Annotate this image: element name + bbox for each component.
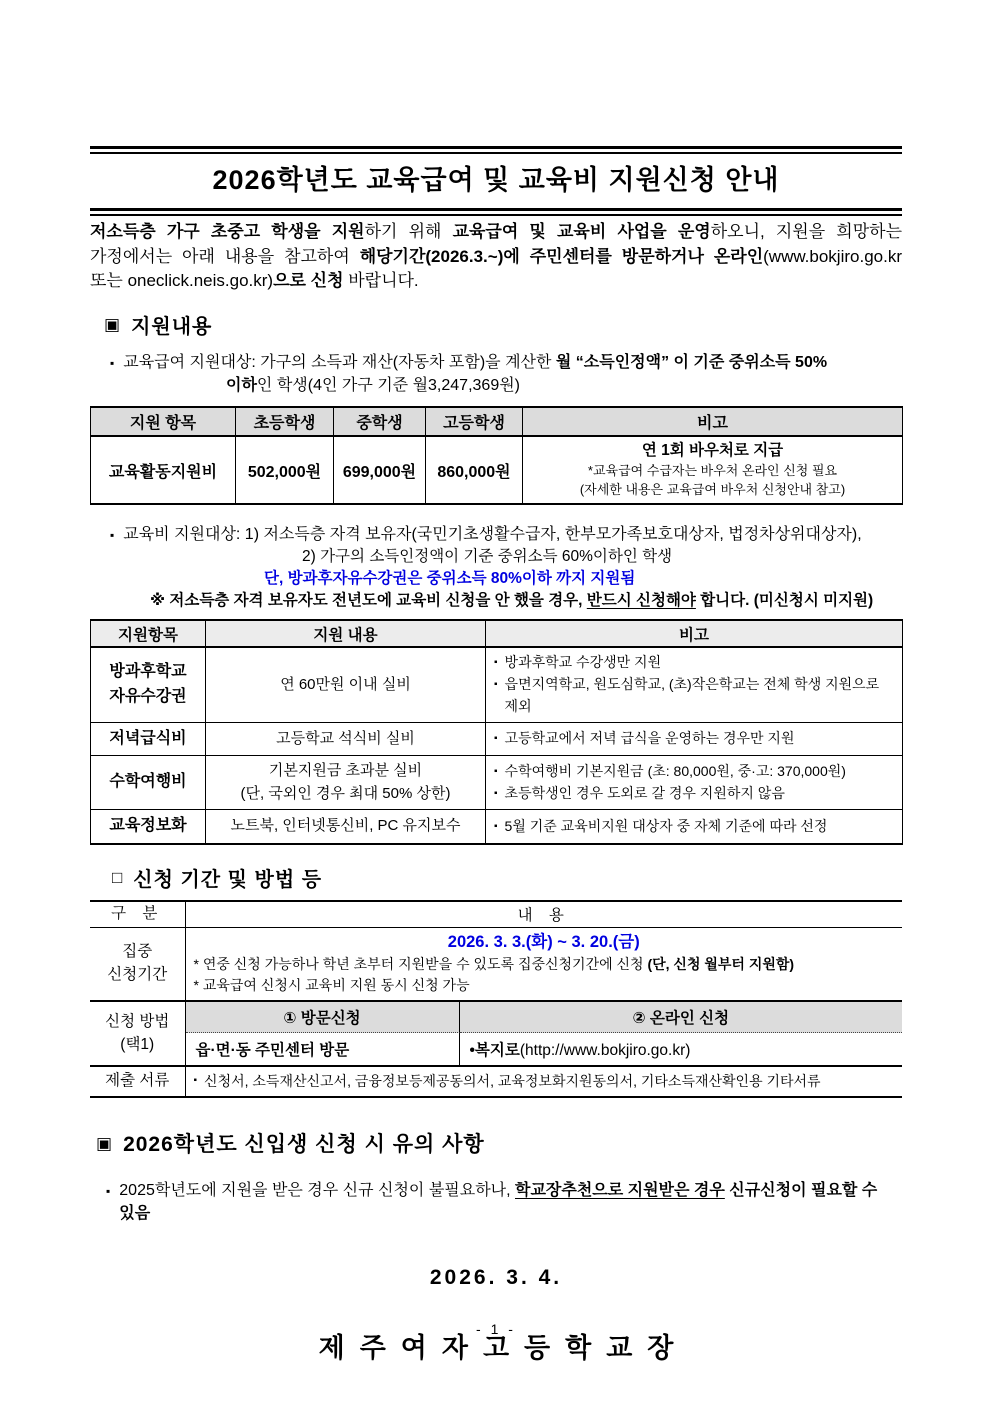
- page-title: 2026학년도 교육급여 및 교육비 지원신청 안내: [212, 165, 780, 195]
- empty-square-icon: □: [112, 868, 123, 888]
- table-row: [91, 436, 903, 503]
- bullet-line-2: [110, 375, 902, 398]
- bullet-edu-cost-target: [110, 524, 902, 613]
- note-line: [494, 761, 894, 783]
- cell-method-label: [90, 1001, 185, 1066]
- cell-item: 저녁급식비: [91, 722, 206, 756]
- table-row-documents: [90, 1066, 902, 1097]
- section-label-apply: 신청 기간 및 방법 등: [133, 869, 323, 892]
- section-label-support: 지원내용: [131, 315, 213, 338]
- col-header-elementary: 초등학생: [236, 407, 334, 436]
- note-text: 초등학생인 경우 도외로 갈 경우 지원하지 않음: [504, 784, 785, 801]
- table-row-trip: [91, 756, 903, 810]
- intro-seg-3: 교육급여 및 교육비 사업을 운영: [452, 222, 711, 241]
- section-heading-support: [104, 310, 902, 339]
- notice-seg-2-underline: 학교장추천으로 지원받은 경우: [515, 1182, 725, 1200]
- bullet-line-1: [110, 352, 902, 375]
- filled-square-icon: ▣: [104, 314, 121, 334]
- cell-item: 교육활동지원비: [91, 436, 236, 503]
- cell-item: 교육정보화: [91, 810, 206, 844]
- bullet-freshman-notice: [106, 1180, 902, 1225]
- cell-content: 연 60만원 이내 실비: [206, 647, 486, 722]
- square-bullet-icon: ▪: [494, 787, 498, 799]
- online-site-name: •복지로: [469, 1042, 520, 1060]
- banner-bottom-rule: [90, 208, 902, 211]
- note-text: 읍면지역학교, 원도심학교, (초)작은학교는 전체 학생 지원으로 제외: [504, 676, 880, 714]
- docs-text: 신청서, 소득재산신고서, 금융정보등제공동의서, 교육정보화지원동의서, 기타소득재산확인용 기타서류: [204, 1073, 821, 1090]
- table-row-afterschool: [91, 647, 903, 722]
- intro-seg-6: (www.bokjiro.go.kr 또는 oneclick.neis.go.kr): [90, 246, 902, 291]
- label-line-2: (택1): [120, 1035, 155, 1053]
- table-row-dinner: [91, 722, 903, 756]
- pnote-seg-b: (단, 신청 월부터 지원함): [647, 955, 795, 972]
- intro-paragraph: [90, 220, 902, 294]
- b2-line-4: [110, 590, 902, 612]
- note-line: [494, 674, 894, 717]
- square-bullet-icon: ▪: [106, 1184, 111, 1199]
- period-note-2: * 교육급여 신청시 교육비 지원 동시 신청 가능: [193, 977, 470, 994]
- cell-notes: [486, 647, 903, 722]
- title-banner: [90, 146, 902, 211]
- online-site-url: (http://www.bokjiro.go.kr): [519, 1042, 691, 1060]
- section-label-notice: 2026학년도 신입생 신청 시 유의 사항: [123, 1133, 485, 1157]
- page-number: - 1 -: [476, 1321, 516, 1337]
- square-bullet-icon: ▪: [110, 355, 115, 370]
- cell-item: 수학여행비: [91, 756, 206, 810]
- notice-seg-3: 신규신청이 필요할 수 있음: [119, 1182, 878, 1222]
- label-line-1: 신청 방법: [105, 1013, 170, 1031]
- cell-middle-amount: 699,000원: [334, 436, 426, 503]
- intro-seg-8: 바랍니다.: [343, 271, 419, 291]
- note-text: 5월 기준 교육비지원 대상자 중 자체 기준에 따라 선정: [504, 817, 828, 834]
- cell-content: [206, 756, 486, 810]
- col-header-category: 구 분: [90, 901, 185, 927]
- cell-method-detail: [185, 1001, 902, 1066]
- method-subtable: [186, 1002, 903, 1065]
- intro-seg-5: 해당기간(2026.3.~)에 주민센터를 방문하거나 온라인: [359, 246, 764, 266]
- note-text: 방과후학교 수강생만 지원: [504, 654, 662, 671]
- table-row-method: [90, 1001, 902, 1066]
- content-line-1: 기본지원금 초과분 실비: [268, 762, 423, 780]
- cell-period-label: [90, 927, 185, 1001]
- square-bullet-icon: ▪: [494, 657, 498, 669]
- note-line: [494, 728, 894, 750]
- section-heading-apply: [112, 863, 902, 892]
- bullet-text: [123, 352, 827, 375]
- square-bullet-icon: ▪: [110, 527, 115, 542]
- bullet-line: [106, 1180, 902, 1225]
- cell-content: 노트북, 인터넷통신비, PC 유지보수: [206, 810, 486, 844]
- bullet-edu-benefit-target: [110, 352, 902, 397]
- note-line: [494, 783, 894, 805]
- b1-seg-1: 교육급여 지원대상: 가구의 소득과 재산(자동차 포함)을 계산한: [123, 353, 556, 371]
- notice-seg-1: 2025학년도에 지원을 받은 경우 신규 신청이 불필요하나,: [119, 1182, 515, 1200]
- col-header-middle: 중학생: [334, 407, 426, 436]
- label-line-2: 신청기간: [107, 965, 168, 983]
- cell-docs-label: 제출 서류: [90, 1066, 185, 1097]
- application-period: 2026. 3. 3.(화) ~ 3. 20.(금): [447, 932, 640, 951]
- table-row-period: [90, 927, 902, 1001]
- cell-high-amount: 860,000원: [426, 436, 523, 503]
- notice-text: [119, 1180, 895, 1225]
- intro-seg-1: 저소득층 가구 초중고 학생을 지원: [90, 222, 365, 241]
- edu-cost-table: [90, 619, 903, 845]
- square-bullet-icon: ▪: [494, 679, 498, 691]
- note-text: 고등학교에서 저녁 급식을 운영하는 경우만 지원: [504, 730, 795, 747]
- b1-seg-4: 인 학생(4인 가구 기준 월3,247,369원): [256, 376, 520, 394]
- filled-square-icon: ▣: [96, 1133, 113, 1153]
- section-heading-notice: [96, 1128, 902, 1158]
- intro-seg-7: 으로 신청: [273, 271, 344, 291]
- b2-line-1: 교육비 지원대상: 1) 저소득층 자격 보유자(국민기초생활수급자, 한부모가족보호대상자, 법정차상위대상자),: [123, 525, 862, 543]
- signer-principal: 제주여자고등학교장: [318, 1332, 689, 1363]
- col-header-note: 비고: [523, 407, 903, 436]
- label-line-1: 집중: [122, 943, 153, 961]
- b2-seg-4b-underline: 반드시 신청해야: [586, 592, 696, 610]
- cell-period-detail: [185, 927, 902, 1001]
- period-note-1: [194, 954, 895, 976]
- online-method: [460, 1033, 903, 1065]
- cell-note: [523, 436, 903, 503]
- note-line-2: *교육급여 수급자는 바우처 온라인 신청 필요: [587, 463, 838, 479]
- b2-seg-4c: 합니다. (미신청시 미지원): [695, 592, 874, 610]
- square-bullet-icon: ▪: [494, 766, 498, 778]
- note-title: 연 1회 바우처로 지급: [641, 442, 784, 460]
- pnote-seg-a: * 연중 신청 가능하나 학년 초부터 지원받을 수 있도록 집중신청기간에 신청: [193, 955, 648, 972]
- note-text: 수학여행비 기본지원금 (초: 80,000원, 중·고: 370,000원): [504, 763, 846, 780]
- square-bullet-icon: ▪: [494, 820, 498, 832]
- table-header-row: [91, 407, 903, 436]
- col-header-item: 지원 항목: [91, 407, 236, 436]
- bullet-line-1: [110, 524, 902, 547]
- col-header-high: 고등학생: [426, 407, 523, 436]
- b2-line-2: 2) 가구의 소득인정액이 기준 중위소득 60%이하인 학생: [302, 548, 673, 566]
- subheader-online: ② 온라인 신청: [460, 1002, 903, 1033]
- cell-docs-detail: [185, 1066, 902, 1097]
- table-row-ict: [91, 810, 903, 844]
- b2-seg-4a: ※ 저소득층 자격 보유자도 전년도에 교육비 신청을 안 했을 경우,: [150, 592, 587, 610]
- col-header-item: 지원항목: [91, 620, 206, 647]
- cell-notes: [486, 756, 903, 810]
- cell-item: 방과후학교 자유수강권: [91, 647, 206, 722]
- square-bullet-icon: ▪: [193, 1075, 198, 1087]
- cell-notes: [486, 810, 903, 844]
- cell-content: 고등학교 석식비 실비: [206, 722, 486, 756]
- note-line: [494, 652, 894, 674]
- docs-line: [194, 1071, 895, 1092]
- subheader-visit: ① 방문신청: [186, 1002, 460, 1033]
- col-header-note: 비고: [486, 620, 903, 647]
- cell-elementary-amount: 502,000원: [236, 436, 334, 503]
- apply-method-table: [90, 900, 902, 1098]
- intro-seg-2: 하기 위해: [364, 222, 453, 241]
- b1-seg-3: 이하: [226, 376, 257, 394]
- note-line-3: (자세한 내용은 교육급여 바우처 신청안내 참고): [579, 481, 846, 497]
- col-header-detail: 내 용: [185, 901, 902, 927]
- content-line-2: (단, 국외인 경우 최대 50% 상한): [240, 784, 451, 802]
- square-bullet-icon: ▪: [494, 733, 498, 745]
- issue-date: 2026. 3. 4.: [429, 1265, 563, 1289]
- visit-method: 읍·면·동 주민센터 방문: [186, 1033, 460, 1065]
- b1-seg-2: 월 “소득인정액” 이 기준 중위소득 50%: [555, 353, 828, 371]
- col-header-content: 지원 내용: [206, 620, 486, 647]
- table-header-row: [91, 620, 903, 647]
- note-line: [494, 816, 894, 838]
- edu-benefit-table: [90, 406, 903, 504]
- b2-line-3-highlight: 단, 방과후자유수강권은 중위소득 80%이하 까지 지원됨: [264, 570, 636, 588]
- cell-notes: [486, 722, 903, 756]
- intro-seg-4: 하오니, 지원을 희망하는 가정에서는 아래 내용을 참고하여: [90, 222, 902, 266]
- table-header-row: [90, 901, 902, 927]
